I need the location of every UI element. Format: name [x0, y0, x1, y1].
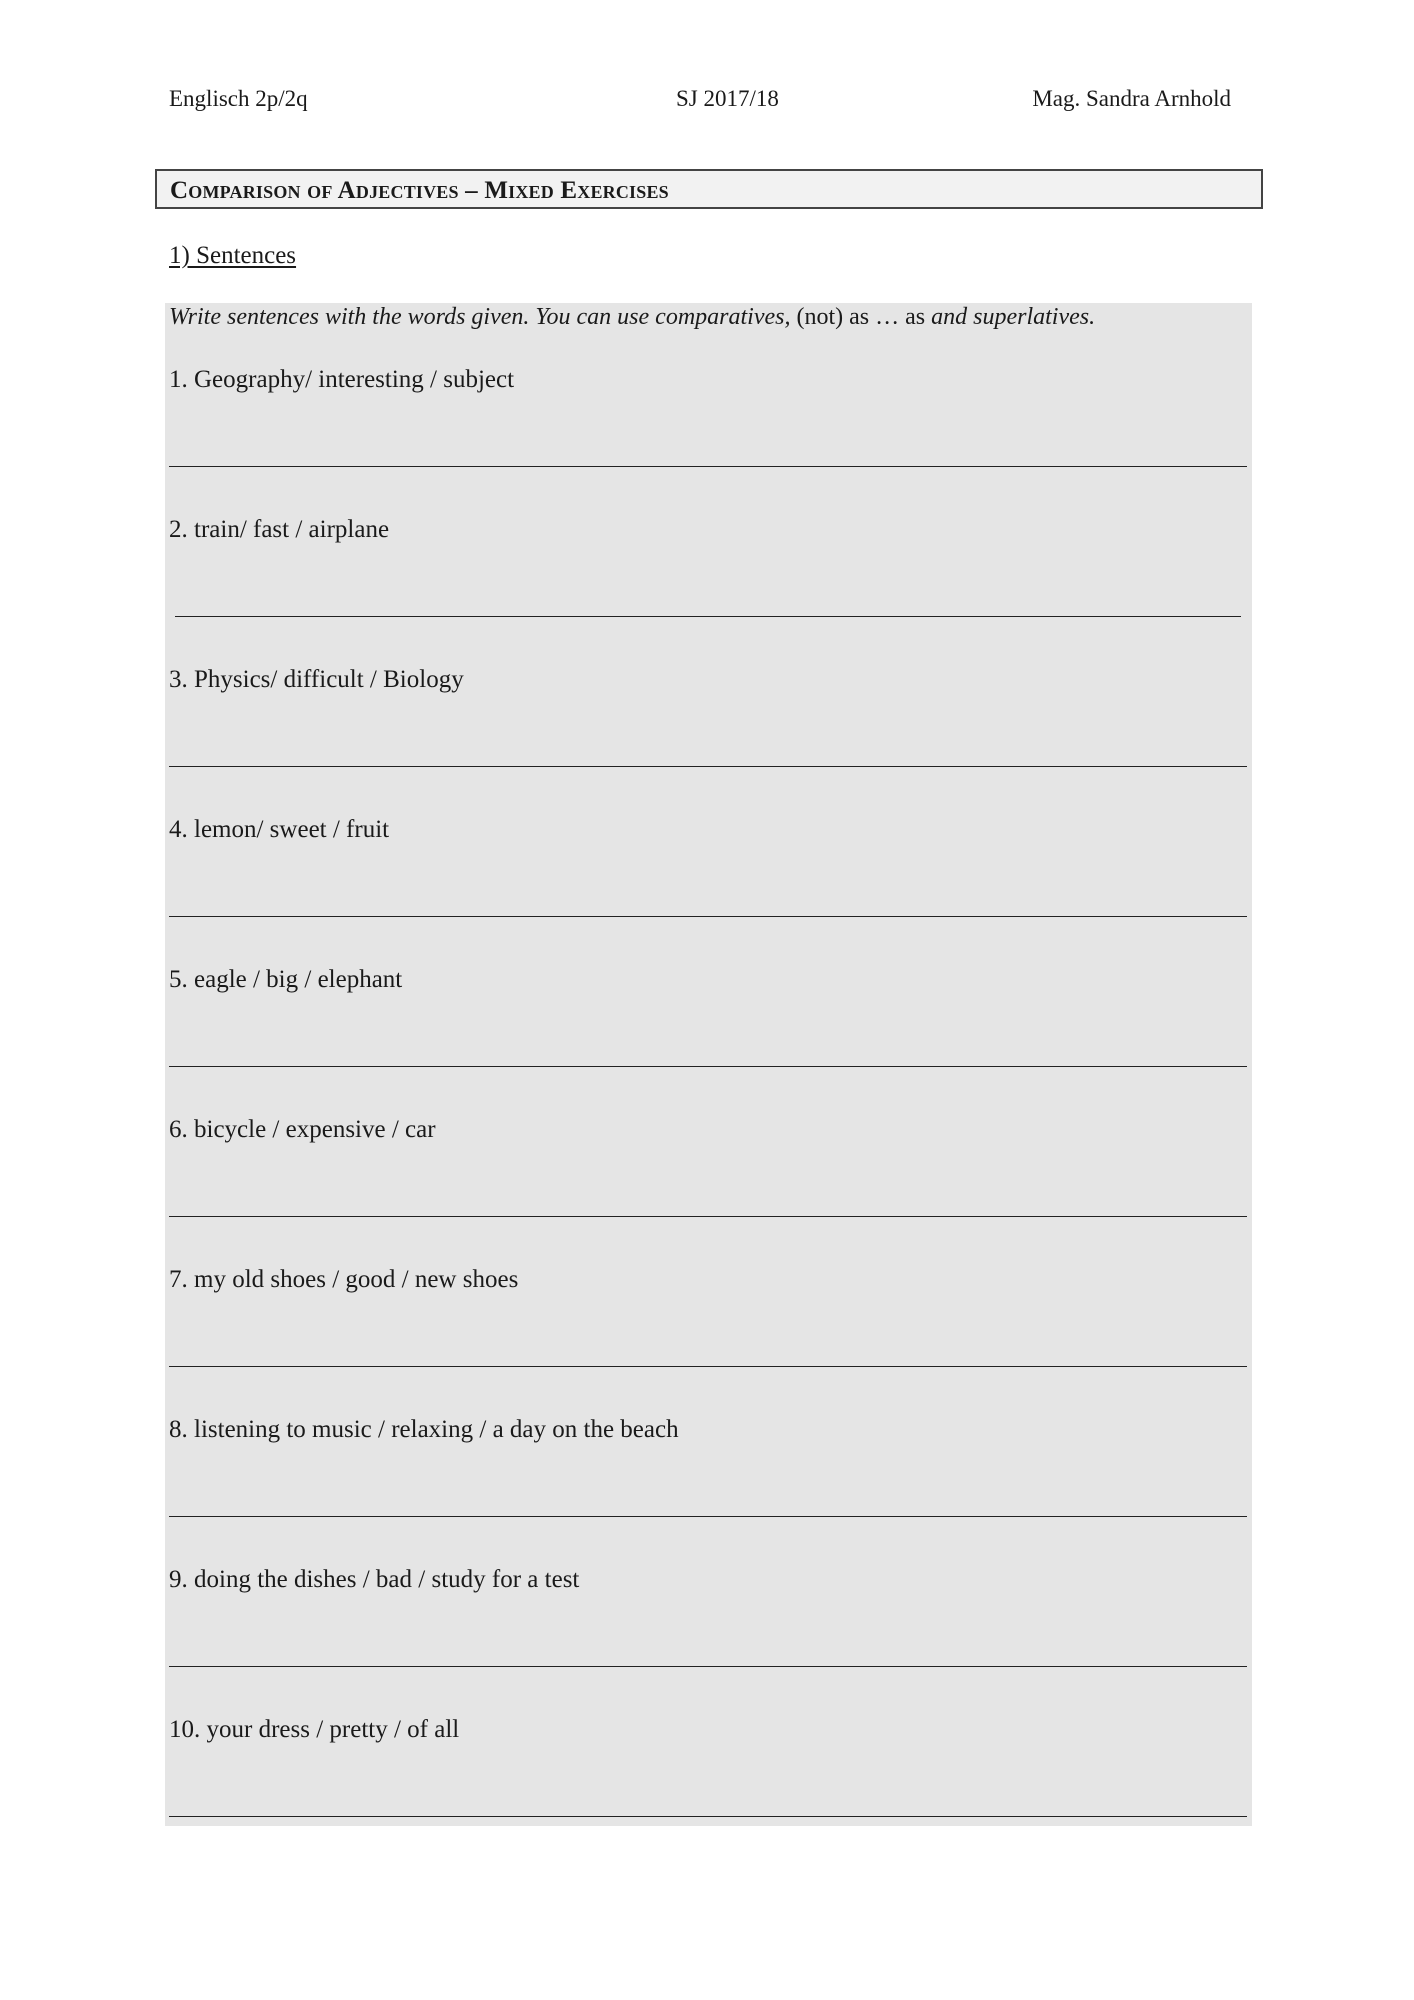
exercise-item	[169, 666, 1247, 816]
item-prompt: 8. listening to music / relaxing / a day on the beach	[169, 1416, 679, 1443]
exercise-item	[169, 1116, 1247, 1266]
answer-line[interactable]	[169, 1666, 1247, 1667]
exercise-item	[169, 366, 1247, 516]
answer-line[interactable]	[169, 1366, 1247, 1367]
title-box	[155, 169, 1263, 209]
exercise-item	[169, 816, 1247, 966]
instruction-part-2: (not) as … as	[796, 304, 926, 330]
exercise-item	[169, 516, 1247, 666]
answer-line[interactable]	[175, 616, 1241, 617]
item-prompt: 5. eagle / big / elephant	[169, 966, 403, 993]
answer-line[interactable]	[169, 1216, 1247, 1217]
section-heading: 1) Sentences	[169, 242, 297, 269]
instruction-part-1: Write sentences with the words given. You can use comparatives,	[169, 304, 791, 330]
worksheet-title: Comparison of Adjectives – Mixed Exercises	[170, 177, 669, 204]
teacher-name: Mag. Sandra Arnhold	[1032, 86, 1231, 111]
item-prompt: 4. lemon/ sweet / fruit	[169, 816, 390, 843]
course-label: Englisch 2p/2q	[169, 86, 308, 111]
page-header	[169, 86, 1231, 122]
exercise-item	[169, 1266, 1247, 1416]
item-prompt: 6. bicycle / expensive / car	[169, 1116, 436, 1143]
instruction-part-3: and superlatives.	[931, 304, 1096, 330]
school-year-label: SJ 2017/18	[676, 86, 779, 111]
exercise-item	[169, 966, 1247, 1116]
item-prompt: 1. Geography/ interesting / subject	[169, 366, 515, 393]
answer-line[interactable]	[169, 466, 1247, 467]
item-prompt: 2. train/ fast / airplane	[169, 516, 390, 543]
answer-line[interactable]	[169, 916, 1247, 917]
answer-line[interactable]	[169, 1516, 1247, 1517]
item-prompt: 9. doing the dishes / bad / study for a test	[169, 1566, 580, 1593]
item-prompt: 7. my old shoes / good / new shoes	[169, 1266, 519, 1293]
item-prompt: 3. Physics/ difficult / Biology	[169, 666, 464, 693]
exercise-item	[169, 1566, 1247, 1716]
answer-line[interactable]	[169, 766, 1247, 767]
item-prompt: 10. your dress / pretty / of all	[169, 1716, 460, 1743]
answer-line[interactable]	[169, 1816, 1247, 1817]
instruction-text	[169, 304, 1095, 331]
exercise-item	[169, 1416, 1247, 1566]
answer-line[interactable]	[169, 1066, 1247, 1067]
exercise-item	[169, 1716, 1247, 1866]
